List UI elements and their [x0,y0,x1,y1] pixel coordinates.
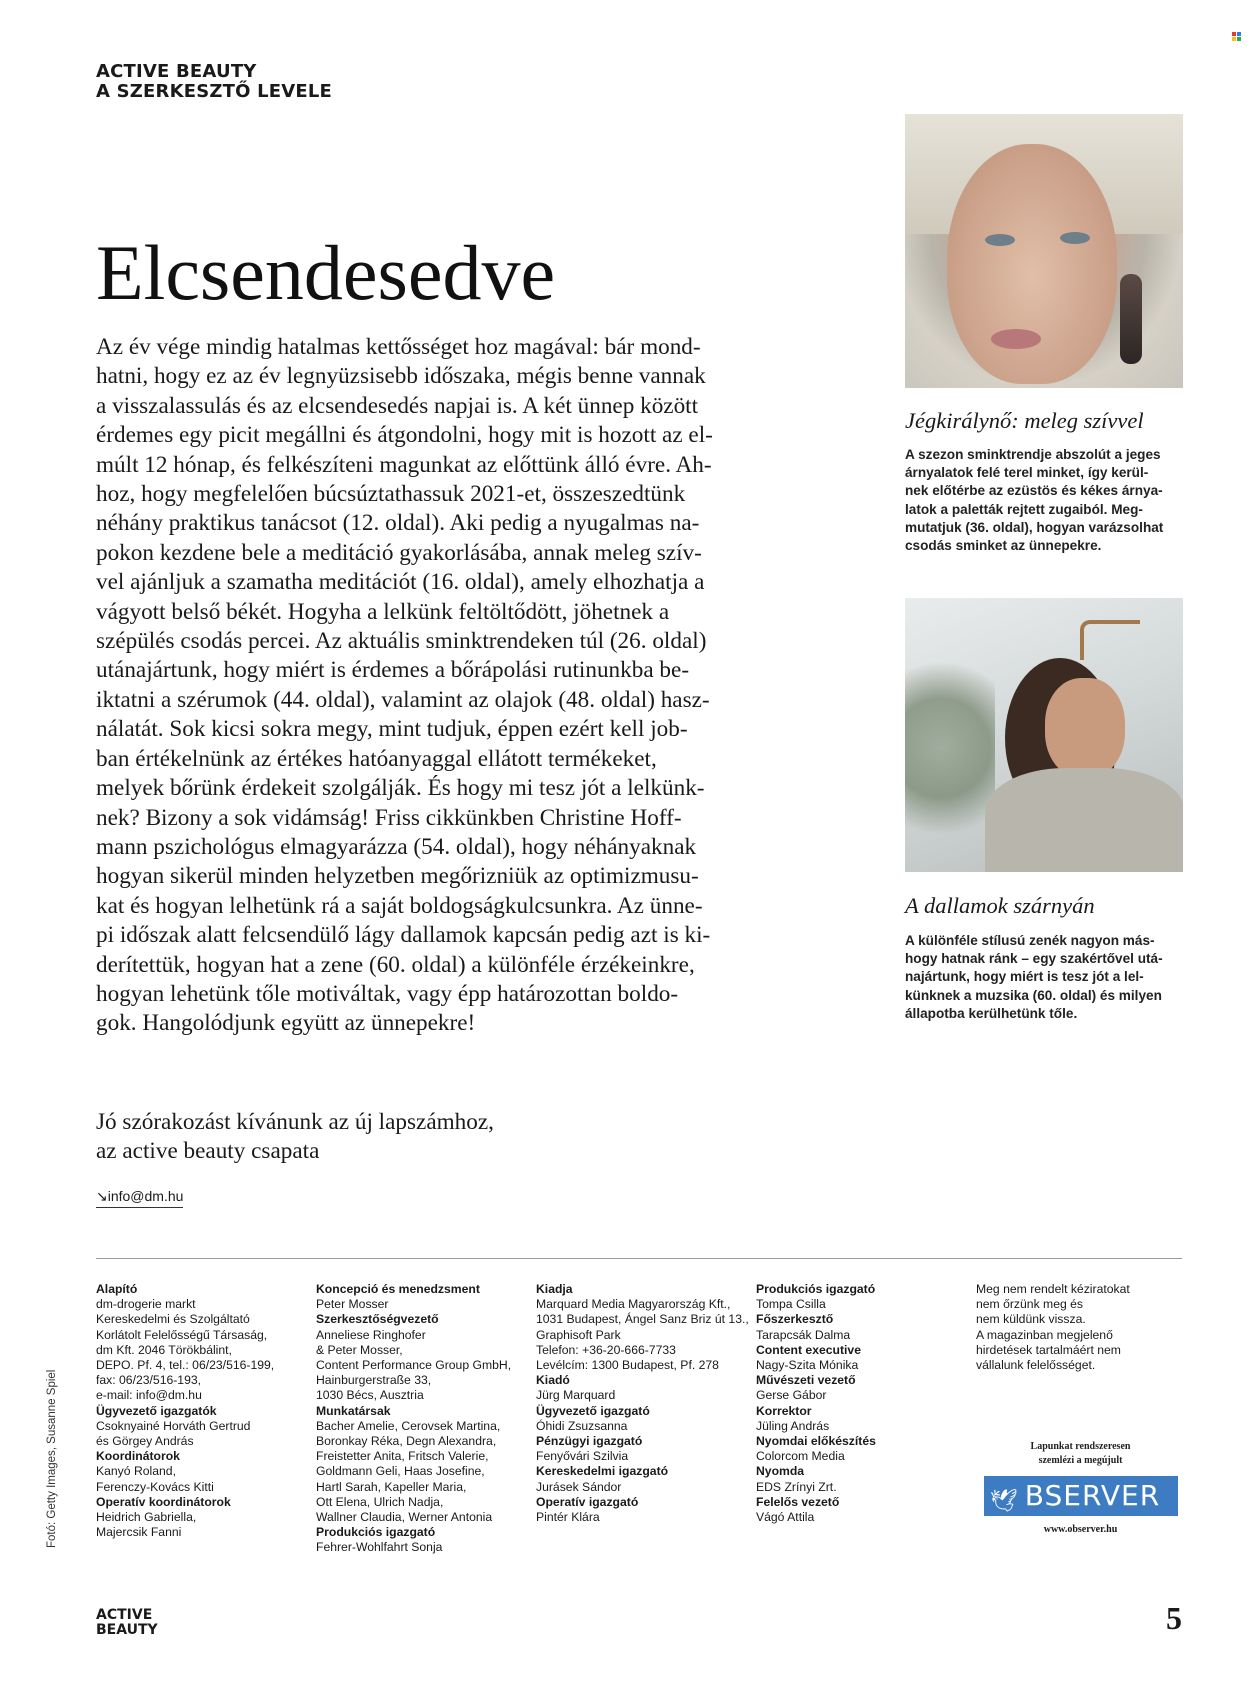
imprint-text: Csoknyainé Horváth Gertrud [96,1418,251,1433]
article-line: hogyan lehetünk tőle motiváltak, vagy épp határozottan boldo- [96,980,679,1007]
header-section-name: A SZERKESZTŐ LEVELE [96,81,333,102]
imprint-text: DEPO. Pf. 4, tel.: 06/23/516-199, [96,1358,275,1373]
imprint-column-publisher [536,1282,749,1525]
imprint-text: Fenyővári Szilvia [536,1449,629,1464]
article-body [96,333,796,1039]
article-line: mann pszichológus elmagyarázza (54. oldal), hogy néhányaknak [96,833,697,860]
imprint-text: dm Kft. 2046 Törökbálint, [96,1342,232,1357]
article-line: hogyan sikerül minden helyzetben megőrizniük az optimizmusu- [96,863,699,890]
article-line: Az év vége mindig hatalmas kettősséget hoz magával: bár mond- [96,334,701,360]
article-line: hatni, hogy ez az év legnyüzsisebb időszaka, mégis benne vannak [96,363,706,390]
imprint-heading: Ügyvezető igazgató [536,1403,650,1418]
article-line: pokon kezdene bele a meditáció gyakorlásába, annak meleg szív- [96,539,702,566]
article-line: utánajártunk, hogy miért is érdemes a bőrápolási rutinunkba be- [96,657,690,684]
imprint-column-disclaimer [976,1282,1130,1373]
imprint-heading: Művészeti vezető [756,1373,856,1388]
imprint-heading: Kiadja [536,1282,573,1296]
imprint-heading: Pénzügyi igazgató [536,1434,643,1449]
observer-logo [984,1476,1178,1516]
imprint-text: Ferenczy-Kovács Kitti [96,1479,214,1494]
imprint-text: Jüling András [756,1418,830,1433]
observer-logo-text: BSERVER [1024,1479,1161,1512]
article-line: a visszalassulás és az elcsendesedés napjai is. A két ünnep között [96,392,699,419]
imprint-text: Colorcom Media [756,1449,845,1464]
imprint-text: Goldmann Geli, Haas Josefine, [316,1464,485,1479]
caption-line: A különféle stílusú zenék nagyon más- [905,933,1155,948]
imprint-heading: Korrektor [756,1403,812,1418]
imprint-heading: Content executive [756,1342,861,1357]
imprint-text: 1030 Bécs, Ausztria [316,1388,424,1403]
article-line: vágyott belső békét. Hogyha a lelkünk feltöltődött, jöhetnek a [96,598,670,625]
article-line: derítettük, hogyan hat a zene (60. oldal) a különféle érzékeinkre, [96,951,695,978]
imprint-heading: Koncepció és menedzsment [316,1282,480,1296]
article-line: gok. Hangolódjunk együtt az ünnepekre! [96,1010,476,1037]
article-line: iktatni a szérumok (44. oldal), valamint az olajok (48. oldal) hasz- [96,686,710,713]
imprint-text: vállalunk felelősséget. [976,1358,1096,1373]
imprint-text: Ott Elena, Ulrich Nadja, [316,1494,444,1509]
imprint-text: Gerse Gábor [756,1388,827,1403]
imprint-text: Jürg Marquard [536,1388,616,1403]
observer-note [983,1440,1178,1468]
imprint-text: e-mail: info@dm.hu [96,1388,202,1403]
imprint-text: 1031 Budapest, Ángel Sanz Briz út 13., [536,1312,749,1327]
signoff-signature: az active beauty csapata [96,1138,320,1165]
header-brand: ACTIVE BEAUTY [96,61,257,82]
imprint-text: & Peter Mosser, [316,1342,403,1357]
footer-brand-line: ACTIVE [96,1607,153,1623]
imprint-text: A magazinban megjelenő [976,1327,1113,1342]
bird-logo-icon: 🕊 [989,1489,1019,1514]
caption-line: najártunk, hogy miért is tesz jót a lel- [905,969,1144,985]
imprint-text: Nagy-Szita Mónika [756,1358,859,1373]
imprint-heading: Produkciós igazgató [316,1525,436,1540]
imprint-text: Jurásek Sándor [536,1479,622,1494]
article-line: néhány praktikus tanácsot (12. oldal). Aki pedig a nyugalmas na- [96,510,700,537]
imprint-heading: Nyomda [756,1464,805,1479]
caption-title-1: Jégkirálynő: meleg szívvel [905,408,1144,433]
imprint-heading: Operatív koordinátorok [96,1494,231,1509]
imprint-text: Marquard Media Magyarország Kft., [536,1297,731,1312]
imprint-heading: Felelős vezető [756,1494,840,1509]
imprint-text: nem őrzünk meg és [976,1297,1084,1312]
caption-line: árnyalatok felé terel minket, így kerül- [905,465,1149,481]
imprint-text: Anneliese Ringhofer [316,1327,426,1342]
footer-brand-line: BEAUTY [96,1622,158,1638]
imprint-text: Meg nem rendelt kéziratokat [976,1282,1130,1296]
singing-woman-photo-icon [905,598,1183,872]
imprint-text: Óhidi Zsuzsanna [536,1418,628,1433]
imprint-text: Korlátolt Felelősségű Társaság, [96,1327,268,1342]
signoff [96,1108,796,1167]
imprint-text: Kanyó Roland, [96,1464,176,1479]
caption-line: állapotba kerülhetünk tőle. [905,1005,1078,1021]
imprint-text: Vágó Attila [756,1510,815,1525]
imprint-heading: Alapító [96,1282,138,1296]
color-mark-icon [1232,32,1242,42]
imprint-column-editorial [316,1282,511,1556]
imprint-text: EDS Zrínyi Zrt. [756,1479,837,1494]
imprint-text: nem küldünk vissza. [976,1312,1086,1327]
imprint-text: és Görgey András [96,1434,194,1449]
observer-note-line: Lapunkat rendszeresen [1030,1441,1131,1452]
caption-line: A szezon sminktrendje abszolút a jeges [905,447,1161,462]
page-number: 5 [1166,1600,1182,1636]
caption-line: künknek a muzsika (60. oldal) és milyen [905,987,1162,1003]
imprint-text: Tarapcsák Dalma [756,1327,851,1342]
imprint-text: Kereskedelmi és Szolgáltató [96,1312,250,1327]
imprint-text: Pintér Klára [536,1510,600,1525]
imprint-heading: Kiadó [536,1373,570,1388]
caption-title-2: A dallamok szárnyán [905,893,1095,918]
imprint-text: Tompa Csilla [756,1297,826,1312]
caption-line: latok a paletták rejtett zugaiból. Meg- [905,501,1143,517]
imprint-heading: Ügyvezető igazgatók [96,1403,217,1418]
imprint-text: Content Performance Group GmbH, [316,1358,512,1373]
article-line: nálatát. Sok kicsi sokra megy, mint tudjuk, éppen ezért kell job- [96,716,688,743]
caption-text-1 [905,446,1190,555]
article-line: nek? Bizony a sok vidámság! Friss cikkünkben Christine Hoff- [96,804,682,831]
divider [96,1258,1182,1259]
imprint-heading: Operatív igazgató [536,1494,639,1509]
imprint-heading: Produkciós igazgató [756,1282,876,1296]
imprint-text: Heidrich Gabriella, [96,1510,197,1525]
signoff-line: Jó szórakozást kívánunk az új lapszámhoz, [96,1109,494,1135]
section-header [96,62,332,102]
imprint-text: Peter Mosser [316,1297,389,1312]
imprint-text: Fehrer-Wohlfahrt Sonja [316,1540,443,1555]
imprint-heading: Főszerkesztő [756,1312,834,1327]
photo-credit: Fotó: Getty Images, Susanne Spiel [46,1369,58,1548]
imprint-text: Telefon: +36-20-666-7733 [536,1342,676,1357]
article-line: szépülés csodás percei. Az aktuális sminktrendeken túl (26. oldal) [96,628,707,655]
imprint-heading: Kereskedelmi igazgató [536,1464,669,1479]
article-line: múlt 12 hónap, és felkészíteni magunkat az előttünk álló évre. Ah- [96,451,712,478]
article-line: érdemes egy picit megállni és átgondolni, hogy mit is hozott az el- [96,422,713,449]
imprint-text: Wallner Claudia, Werner Antonia [316,1510,493,1525]
caption-text-2 [905,932,1190,1023]
article-line: ban értékelnünk az értékes hatóanyaggal ellátott termékeket, [96,745,657,772]
imprint-heading: Szerkesztőségvezető [316,1312,439,1327]
imprint-text: Freistetter Anita, Fritsch Valerie, [316,1449,489,1464]
caption-line: mutatjuk (36. oldal), hogyan varázsolhat [905,519,1164,535]
email-link[interactable]: ↘info@dm.hu [96,1188,183,1208]
portrait-photo-icon [905,114,1183,388]
imprint-text: hirdetések tartalmáért nem [976,1342,1121,1357]
imprint-text: Hartl Sarah, Kapeller Maria, [316,1479,467,1494]
imprint-text: Bacher Amelie, Cerovsek Martina, [316,1418,501,1433]
caption-line: nek előtérbe az ezüstös és kékes árnya- [905,483,1163,499]
imprint-text: Levélcím: 1300 Budapest, Pf. 278 [536,1358,719,1373]
caption-line: csodás sminket az ünnepekre. [905,538,1102,554]
article-line: melyek bőrünk érdekeit szolgálják. És hogy mi tesz jót a lelkünk- [96,775,705,802]
observer-url: www.observer.hu [1043,1524,1118,1535]
imprint-heading: Nyomdai előkészítés [756,1434,876,1449]
article-line: kat és hogyan lelhetünk rá a saját boldogságkulcsunkra. Az ünne- [96,892,703,919]
imprint-column-production [756,1282,876,1525]
imprint-text: Graphisoft Park [536,1327,621,1342]
caption-line: hogy hatnak ránk – egy szakértővel utá- [905,951,1163,967]
imprint-column-founder [96,1282,274,1540]
imprint-heading: Koordinátorok [96,1449,180,1464]
article-line: pi időszak alatt felcsendülő lágy dallamok kapcsán pedig azt is ki- [96,922,711,949]
article-line: hoz, hogy megfelelően búcsúztathassuk 2021-et, összeszedtünk [96,481,686,508]
imprint-heading: Munkatársak [316,1403,391,1418]
observer-badge [983,1440,1178,1535]
observer-note-line: szemlézi a megújult [1038,1455,1123,1466]
imprint-text: Hainburgerstraße 33, [316,1373,432,1388]
imprint-text: dm-drogerie markt [96,1297,196,1312]
page-title: Elcsendesedve [96,229,556,316]
imprint-text: Majercsik Fanni [96,1525,182,1540]
imprint-text: fax: 06/23/516-193, [96,1373,202,1388]
footer-brand [96,1608,158,1638]
imprint-text: Boronkay Réka, Degn Alexandra, [316,1434,497,1449]
article-line: vel ajánljuk a szamatha meditációt (16. oldal), amely elhozhatja a [96,569,705,596]
